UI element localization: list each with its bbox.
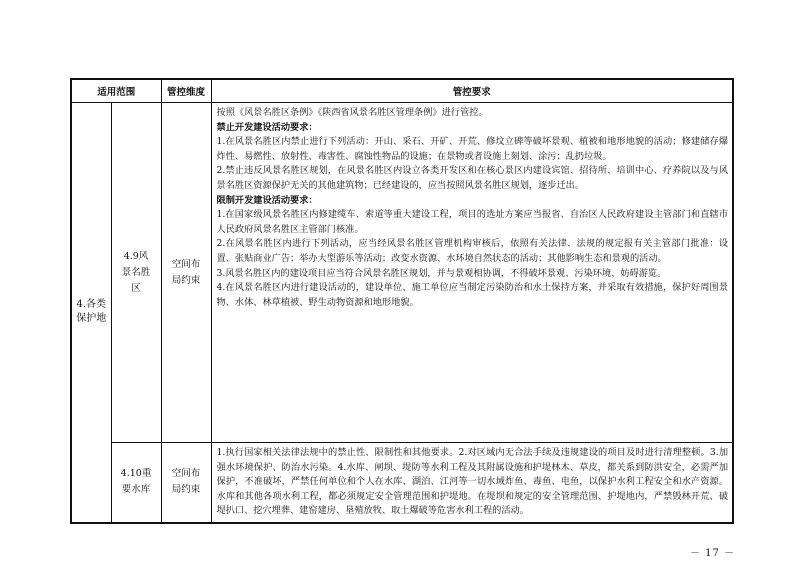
item-label: 4.10重要水库 <box>120 468 152 496</box>
header-dimension: 管控维度 <box>161 79 211 103</box>
header-scope: 适用范围 <box>71 79 161 103</box>
item-cell <box>111 103 161 443</box>
requirements-cell <box>211 443 733 523</box>
table-row <box>71 103 733 443</box>
requirement-line: 1.执行国家相关法律法规中的禁止性、限制性和其他要求。2.对区域内无合法手续及违规建设的项目及时进行清理整顿。3.加强水环境保护、防治水污染。4.水库、闸坝、堤防等水利工程及其附属设施和护堤林木、草皮，都关系到防洪安全，必需严加保护，不准破坏，严禁任何单位和个人在水库、湖泊、江河等一切水域炸鱼、毒鱼、电鱼，以保护水利工程安全和水产资源。水库和其他各项水利工程，都必须规定安全管理范围和护堤地。在堤坝和规定的安全管理范围、护堤地内，严禁毁林开荒、破堤扒口、挖穴埋葬、建窑建房、垦殖放牧、取土爆破等危害水利工程的活动。 <box>216 447 729 517</box>
dimension-label: 空间布局约束 <box>171 258 201 286</box>
table-row <box>71 443 733 523</box>
dimension-cell <box>161 103 211 443</box>
requirement-line: 4.在风景名胜区内进行建设活动的，建设单位、施工单位应当制定污染防治和水土保持方案，并采取有效措施，保护好周围景物、水体、林草植被、野生动物资源和地形地貌。 <box>216 282 729 308</box>
regulation-table <box>70 78 734 524</box>
item-cell <box>111 443 161 523</box>
requirement-line: 3.风景名胜区内的建设项目应当符合风景名胜区规划，并与景观相协调，不得破坏景观、污染环境、妨碍游览。 <box>216 267 667 279</box>
requirement-heading: 禁止开发建设活动要求： <box>216 121 318 133</box>
scope-label: 4.各类保护地 <box>76 299 107 325</box>
requirement-line: 2.禁止违反风景名胜区规划，在风景名胜区内设立各类开发区和在核心景区内建设宾馆、招待所、培训中心、疗养院以及与风景名胜区资源保护无关的其他建筑物；已经建设的，应当按照风景名胜区规划，逐步迁出。 <box>216 165 729 191</box>
requirements-cell <box>211 103 733 443</box>
requirement-line: 按照《风景名胜区条例》《陕西省风景名胜区管理条例》进行管控。 <box>216 107 488 118</box>
item-label: 4.9风景名胜区 <box>121 250 151 294</box>
requirement-line: 2.在风景名胜区内进行下列活动，应当经风景名胜区管理机构审核后，依照有关法律、法规的规定报有关主管部门批准：设置、张贴商业广告；举办大型游乐等活动；改变水资源、水环境自然状态的活动；其他影响生态和景观的活动。 <box>216 238 729 264</box>
dimension-cell <box>161 443 211 523</box>
page-number: － 17 － <box>690 548 736 559</box>
dimension-label: 空间布局约束 <box>171 468 201 496</box>
requirement-line: 1.在风景名胜区内禁止进行下列活动：开山、采石、开矿、开荒、修坟立碑等破坏景观、植被和地形地貌的活动；修建储存爆炸性、易燃性、放射性、毒害性、腐蚀性物品的设施；在景物或者设施上刻划、涂污；乱扔垃圾。 <box>216 136 729 162</box>
table-header-row <box>71 79 733 103</box>
requirement-heading: 限制开发建设活动要求： <box>216 194 318 206</box>
scope-cell <box>71 103 111 523</box>
header-requirements: 管控要求 <box>211 79 733 103</box>
requirement-line: 1.在国家级风景名胜区内修建缆车、索道等重大建设工程，项目的选址方案应当报省、自治区人民政府建设主管部门和直辖市人民政府风景名胜区主管部门核准。 <box>216 209 729 235</box>
